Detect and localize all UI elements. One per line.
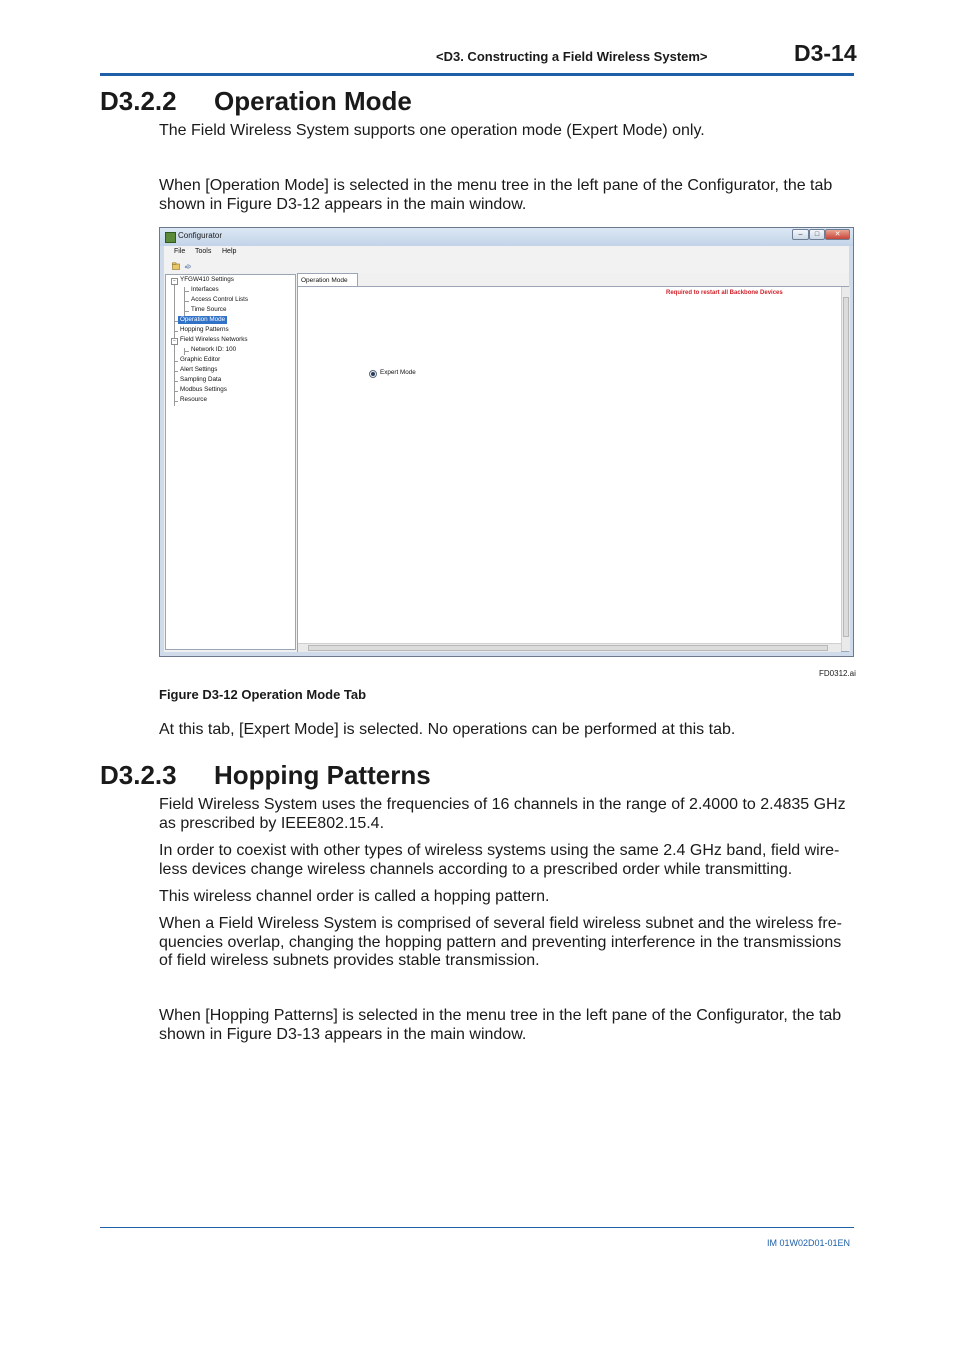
radio-selected-dot — [371, 372, 375, 376]
section-title: Hopping Patterns — [214, 760, 431, 790]
figure-file-name: FD0312.ai — [819, 669, 856, 678]
text-line: shown in Figure D3-13 appears in the main window. — [159, 1025, 527, 1043]
toolbar — [164, 259, 849, 274]
section-number: D3.2.3 — [100, 760, 177, 790]
text-line: The Field Wireless System supports one operation mode (Expert Mode) only. — [159, 122, 705, 139]
close-icon[interactable]: ✕ — [825, 229, 850, 240]
text-line: quencies overlap, changing the hopping pattern and preventing interference in the transmissions — [159, 933, 842, 951]
client-area — [164, 273, 849, 652]
tree-item-graphic-editor[interactable]: Graphic Editor — [180, 356, 221, 363]
menu-tree — [165, 274, 296, 650]
text-line: of field wireless subnets provides stable transmission. — [159, 952, 540, 969]
tree-item-resource[interactable]: Resource — [180, 396, 207, 403]
paragraph — [159, 842, 859, 879]
tree-connector — [174, 391, 178, 392]
paragraph — [159, 122, 859, 141]
text-line: When [Operation Mode] is selected in the menu tree in the left pane of the Configurator, the tab — [159, 177, 833, 194]
tree-item-operation-mode[interactable]: Operation Mode — [180, 316, 226, 323]
menu-help[interactable]: Help — [222, 248, 237, 255]
tree-connector — [184, 351, 189, 352]
collapse-icon[interactable]: − — [171, 278, 178, 285]
horizontal-scroll-thumb[interactable] — [308, 645, 828, 651]
footer-rule — [100, 1227, 854, 1228]
paragraph — [159, 888, 859, 907]
paragraph — [159, 1007, 859, 1044]
tree-item-sampling-data[interactable]: Sampling Data — [180, 376, 222, 383]
tree-connector — [174, 331, 178, 332]
paragraph — [159, 177, 859, 214]
tree-item-alert-settings[interactable]: Alert Settings — [180, 366, 218, 373]
text-line: shown in Figure D3-12 appears in the main window. — [159, 195, 527, 213]
text-line: In order to coexist with other types of wireless systems using the same 2.4 GHz band, field wire- — [159, 842, 840, 859]
header-rule — [100, 73, 854, 76]
tree-item-access-control-lists[interactable]: Access Control Lists — [191, 296, 249, 303]
expert-mode-radio[interactable] — [369, 370, 377, 378]
tree-connector — [174, 361, 178, 362]
paragraph — [159, 721, 859, 740]
maximize-icon[interactable]: □ — [809, 229, 825, 240]
open-icon[interactable] — [172, 262, 180, 270]
vertical-scroll-thumb[interactable] — [843, 297, 849, 637]
tree-connector — [184, 291, 189, 292]
horizontal-scrollbar[interactable] — [298, 643, 841, 652]
text-line: less devices change wireless channels according to a prescribed order while transmitting. — [159, 860, 793, 878]
section-number: D3.2.2 — [100, 86, 177, 116]
expert-mode-label: Expert Mode — [380, 369, 416, 376]
menu-file[interactable]: File — [174, 248, 186, 255]
tab-label: Operation Mode — [301, 277, 348, 284]
main-pane — [297, 286, 849, 652]
menu-bar — [164, 246, 849, 259]
tree-connector — [184, 311, 189, 312]
figure-caption: Figure D3-12 Operation Mode Tab — [159, 687, 367, 702]
page-number: D3-14 — [794, 40, 857, 66]
configurator-window-screenshot — [159, 227, 854, 657]
title-bar — [160, 228, 853, 246]
text-line: When a Field Wireless System is comprised of several field wireless subnet and the wireless fre- — [159, 915, 842, 932]
tree-item-network-id[interactable]: Network ID: 100 — [191, 346, 237, 353]
minimize-icon[interactable]: – — [792, 229, 809, 240]
text-line: This wireless channel order is called a hopping pattern. — [159, 888, 550, 905]
paragraph — [159, 915, 859, 971]
section-title: Operation Mode — [214, 86, 412, 116]
menu-tools[interactable]: Tools — [195, 248, 212, 255]
text-line: At this tab, [Expert Mode] is selected. No operations can be performed at this tab. — [159, 721, 736, 738]
tree-connector — [174, 401, 178, 402]
tree-connector — [184, 301, 189, 302]
collapse-icon[interactable]: − — [171, 338, 178, 345]
tree-item-hopping-patterns[interactable]: Hopping Patterns — [180, 326, 229, 333]
text-line: Field Wireless System uses the frequencies of 16 channels in the range of 2.4000 to 2.4835 GHz — [159, 796, 846, 813]
tree-item-field-wireless-networks[interactable]: Field Wireless Networks — [180, 336, 248, 343]
tree-item-modbus-settings[interactable]: Modbus Settings — [180, 386, 227, 393]
tree-item-yfgw410-settings[interactable]: YFGW410 Settings — [180, 276, 234, 283]
tree-item-interfaces[interactable]: Interfaces — [191, 286, 219, 293]
tree-connector — [174, 381, 178, 382]
app-icon — [165, 232, 176, 243]
vertical-scrollbar[interactable] — [841, 287, 850, 651]
wireless-icon[interactable] — [184, 262, 192, 270]
tree-item-time-source[interactable]: Time Source — [191, 306, 227, 313]
window-title: Configurator — [178, 231, 223, 240]
document-id: IM 01W02D01-01EN — [767, 1238, 851, 1248]
text-line: When [Hopping Patterns] is selected in the menu tree in the left pane of the Configurator, the tab — [159, 1007, 842, 1024]
tree-connector — [174, 371, 178, 372]
tab-operation-mode[interactable] — [297, 273, 358, 287]
running-header-chapter: <D3. Constructing a Field Wireless System> — [436, 49, 708, 64]
paragraph — [159, 796, 859, 833]
text-line: as prescribed by IEEE802.15.4. — [159, 814, 385, 832]
restart-notice: Required to restart all Backbone Devices — [666, 290, 783, 296]
